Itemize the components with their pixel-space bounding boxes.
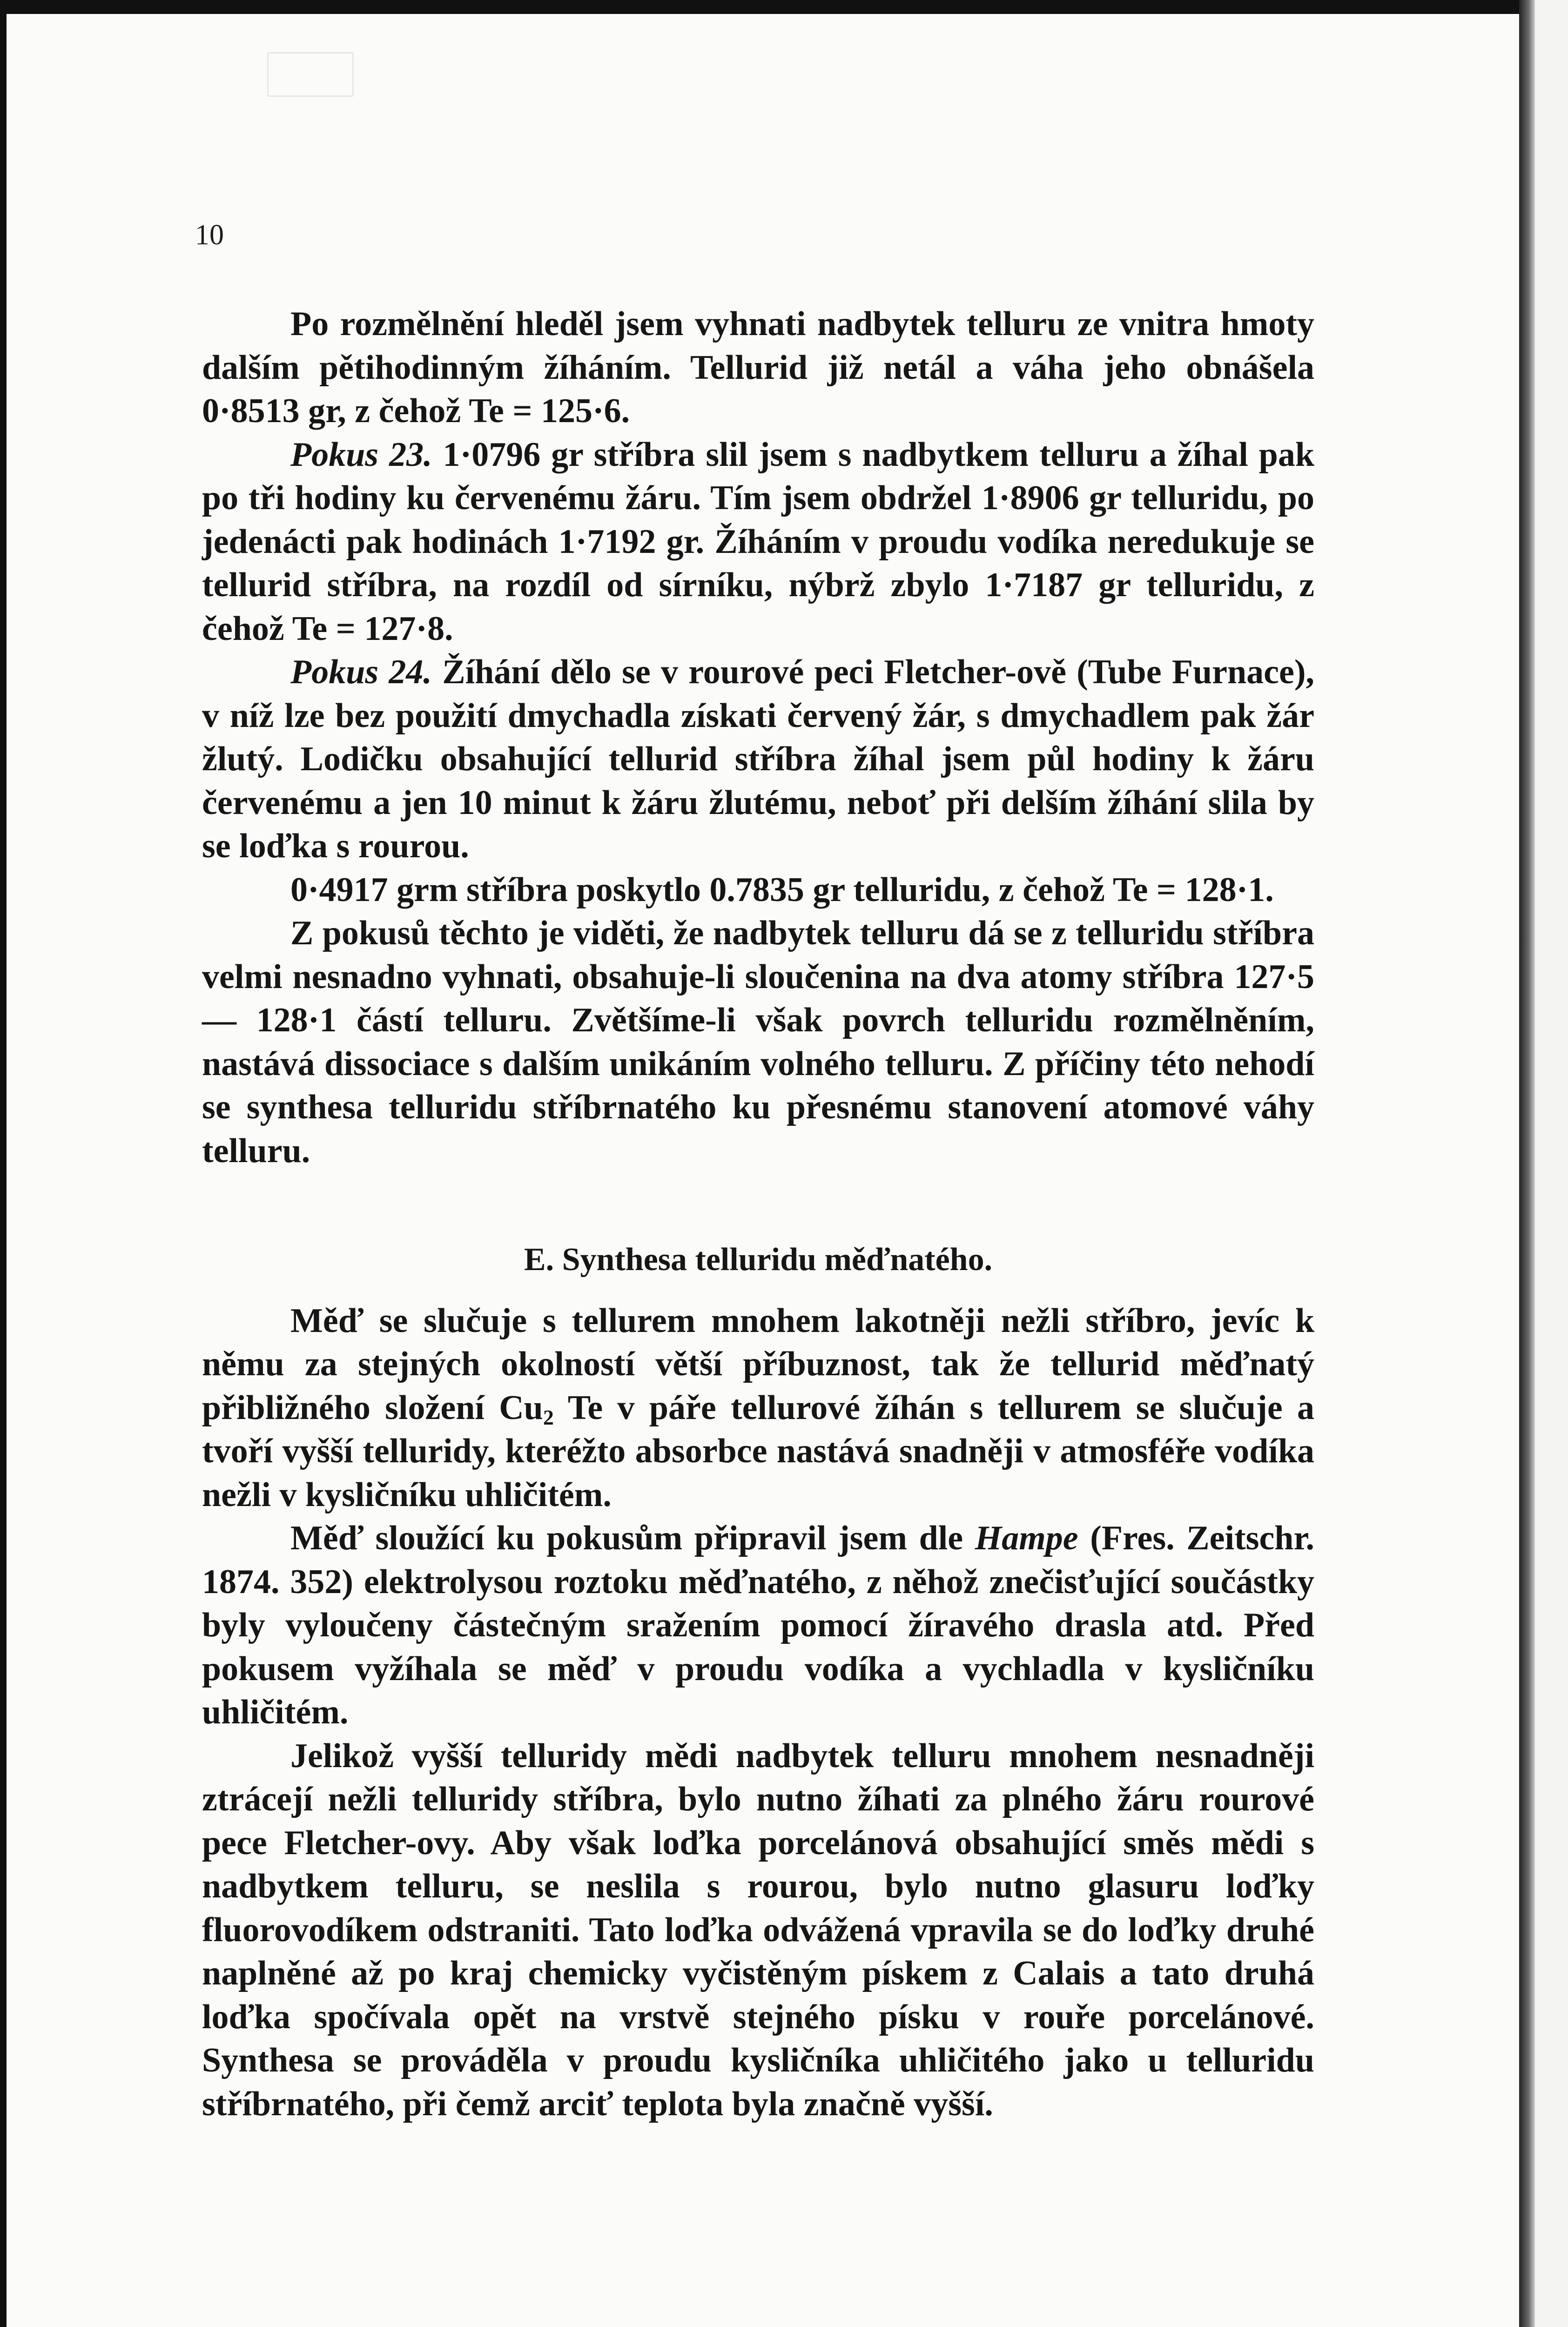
paragraph: Měď se slučuje s tellurem mnohem lakotněji nežli stříbro, jevíc k němu za stejných okolností větší příbuznost, tak že tellurid měďnatý přibližného složení $Cu_2$ Te v páře tellurové žíhán s tellurem se slučuje a tvoří vyšší telluridy, kteréžto absorbce nastává snadněji v atmosféře vodíka nežli v kysličníku uhličitém.: [202, 1301, 1314, 1514]
body-text: [202, 303, 1314, 2126]
paragraph-pokus-24: Pokus 24. Žíhání dělo se v rourové peci Fletcher-ově (Tube Furnace), v níž lze bez použití dmychadla získati červený žár, s dmychadlem pak žár žlutý. Lodičku obsahující tellurid stříbra žíhal jsem půl hodiny k žáru červenému a jen 10 minut k žáru žlutému, neboť při delším žíhání slila by se loďka s rourou.: [202, 653, 1315, 865]
paragraph: Z pokusů těchto je viděti, že nadbytek telluru dá se z telluridu stříbra velmi nesnadno vyhnati, obsahuje-li sloučenina na dva atomy stříbra 127·5 — 128·1 částí telluru. Zvětšíme-li však povrch telluridu rozmělněním, nastává dissociace s dalším unikáním volného telluru. Z příčiny této nehodí se synthesa telluridu stříbrnatého ku přesnému stanovení atomové váhy telluru.: [202, 914, 1314, 1170]
paragraph-pokus-23: Pokus 23. 1·0796 gr stříbra slil jsem s nadbytkem telluru a žíhal pak po tři hodiny ku červenému žáru. Tím jsem obdržel 1·8906 gr telluridu, po jedenácti pak hodinách 1·7192 gr. Žíháním v proudu vodíka neredukuje se tellurid stříbra, na rozdíl od sírníku, nýbrž zbylo 1·7187 gr telluridu, z čehož Te = 127·8.: [202, 435, 1314, 648]
experiment-label: Pokus 24.: [290, 653, 432, 691]
subscript: 2: [543, 1405, 554, 1429]
paragraph: Měď sloužící ku pokusům připravil jsem dle Hampe (Fres. Zeitschr. 1874. 352) elektrolysou roztoku měďnatého, z něhož znečisťující součástky byly vyloučeny částečným sražením pomocí žíravého drasla atd. Před pokusem vyžíhala se měď v proudu vodíka a vychladla v kysličníku uhličitém.: [202, 1519, 1315, 1731]
page-number: 10: [195, 219, 224, 251]
experiment-label: Pokus 23.: [290, 435, 432, 474]
scan-border: [1519, 0, 1568, 2327]
document-page: [7, 14, 1519, 2327]
paragraph: 0·4917 grm stříbra poskytlo 0.7835 gr telluridu, z čehož Te = 128·1.: [290, 870, 1274, 909]
section-heading: E. Synthesa telluridu měďnatého.: [524, 1242, 993, 1278]
paragraph: Po rozmělnění hleděl jsem vyhnati nadbytek telluru ze vnitra hmoty dalším pětihodinným žíháním. Tellurid již netál a váha jeho obnášela 0·8513 gr, z čehož Te = 125·6.: [202, 305, 1314, 430]
paragraph: Jelikož vyšší telluridy mědi nadbytek telluru mnohem nesnadněji ztrácejí nežli telluridy stříbra, bylo nutno žíhati za plného žáru rourové pece Fletcher-ovy. Aby však loďka porcelánová obsahující směs mědi s nadbytkem telluru, se neslila s rourou, bylo nutno glasuru loďky fluorovodíkem odstraniti. Tato loďka odvážená vpravila se do loďky druhé naplněné až po kraj chemicky vyčistěným pískem z Calais a tato druhá loďka spočívala opět na vrstvě stejného písku v rouře porcelánové. Synthesa se prováděla v proudu kysličníka uhličitého jako u telluridu stříbrnatého, při čemž arciť teplota byla značně vyšší.: [202, 1736, 1314, 2123]
scan-artifact: [267, 52, 354, 97]
page-edge-shadow: [1519, 0, 1535, 2327]
author-name: Hampe: [975, 1519, 1078, 1557]
